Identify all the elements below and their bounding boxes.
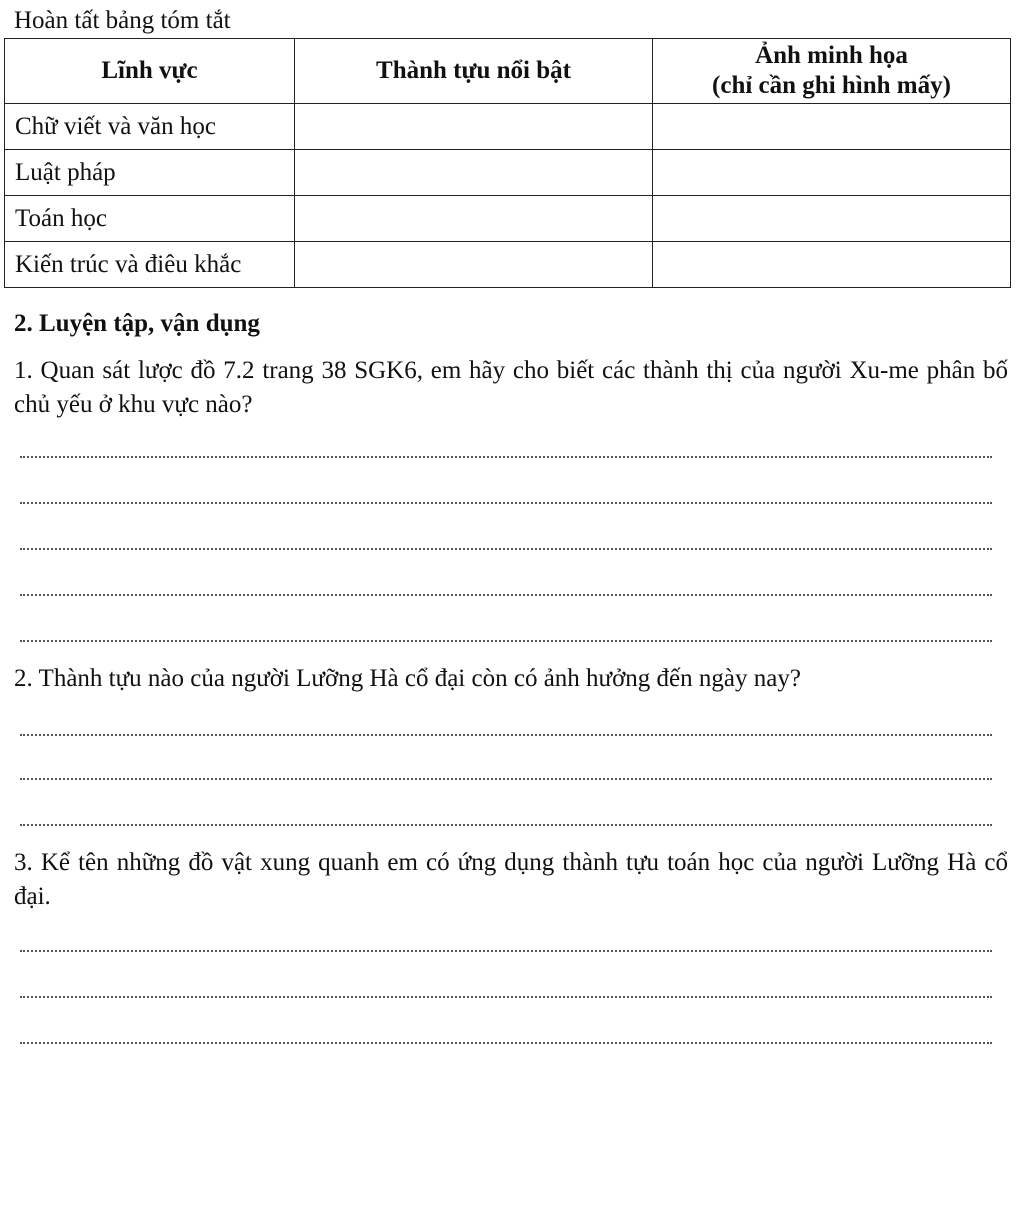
row-image-cell[interactable] [653, 196, 1011, 242]
question-2: 2. Thành tựu nào của người Lưỡng Hà cổ đại còn có ảnh hưởng đến ngày nay? [14, 665, 801, 692]
table-row [5, 242, 1011, 288]
answer-line[interactable] [20, 502, 992, 504]
answer-line[interactable] [20, 594, 992, 596]
row-field-cell: Toán học [5, 196, 295, 242]
row-image-cell[interactable] [653, 104, 1011, 150]
header-image [653, 39, 1011, 104]
row-achievement-cell[interactable] [295, 150, 653, 196]
answer-line[interactable] [20, 548, 992, 550]
table-header-row [5, 39, 1011, 104]
row-achievement-cell[interactable] [295, 104, 653, 150]
section-title: 2. Luyện tập, vận dụng [14, 310, 260, 337]
row-achievement-cell[interactable] [295, 242, 653, 288]
header-field [5, 39, 295, 104]
answer-line[interactable] [20, 456, 992, 458]
row-field-cell: Kiến trúc và điêu khắc [5, 242, 295, 288]
answer-line[interactable] [20, 640, 992, 642]
row-image-cell[interactable] [653, 150, 1011, 196]
question-3: 3. Kể tên những đồ vật xung quanh em có ứng dụng thành tựu toán học của người Lưỡng Hà cổ đại. [14, 849, 1008, 910]
header-achievement-label: Thành tựu nổi bật [376, 57, 571, 84]
table-row [5, 196, 1011, 242]
answer-line[interactable] [20, 824, 992, 826]
table-instruction: Hoàn tất bảng tóm tắt [14, 7, 231, 34]
table-row [5, 150, 1011, 196]
header-image-note: (chỉ cần ghi hình mấy) [712, 72, 951, 99]
row-image-cell[interactable] [653, 242, 1011, 288]
answer-line[interactable] [20, 778, 992, 780]
summary-table [4, 38, 1011, 288]
answer-line[interactable] [20, 996, 992, 998]
answer-line[interactable] [20, 950, 992, 952]
answer-line[interactable] [20, 734, 992, 736]
header-field-label: Lĩnh vực [101, 57, 198, 84]
row-field-cell: Chữ viết và văn học [5, 104, 295, 150]
header-image-label: Ảnh minh họa [755, 42, 908, 69]
table-row [5, 104, 1011, 150]
row-achievement-cell[interactable] [295, 196, 653, 242]
question-1: 1. Quan sát lược đồ 7.2 trang 38 SGK6, em hãy cho biết các thành thị của người Xu-me phân bố chủ yếu ở khu vực nào? [14, 357, 1008, 418]
header-achievement [295, 39, 653, 104]
row-field-cell: Luật pháp [5, 150, 295, 196]
answer-line[interactable] [20, 1042, 992, 1044]
